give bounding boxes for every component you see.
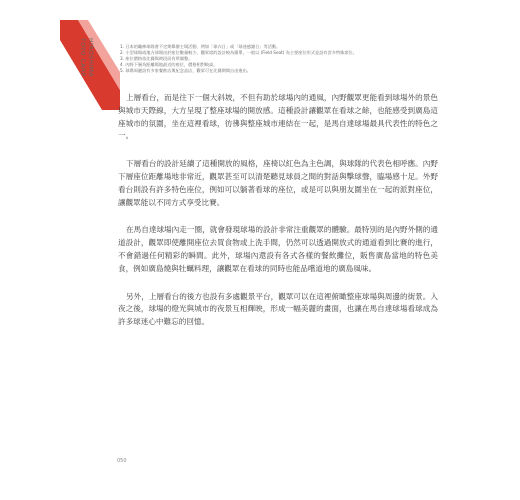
footnote-1: 1. 日本的職棒球隊會不定期舉辦主場活動、例如「球衣日」或「球迷感謝日」等活動。 bbox=[120, 44, 281, 49]
footnote-5: 5. 球場周邊設有多家餐飲店與紀念品店，觀眾可在比賽期間自由進出。 bbox=[120, 68, 251, 73]
footnote-2: 2. 小型球場或地方球場由於座位數量較少，觀眾席的設計較為簡單，一般以 (Field Seat) 為主要座位形式並設有許多特殊席位。 bbox=[120, 50, 357, 55]
side-title bbox=[78, 38, 94, 77]
paragraph: 下層看台的設計延續了這種開放的風格，座椅以紅色為主色調，與球隊的代表色相呼應。內野下層座位距離場地非常近，觀眾甚至可以清楚聽見球員之間的對話與擊球聲，臨場感十足。外野看台則設有許多特色座位，例如可以躺著看球的座位，或是可以與朋友圍坐在一起的派對座位，讓觀眾能以不同方式享受比賽。 bbox=[118, 159, 438, 207]
paragraph: 另外，上層看台的後方也設有多處觀景平台，觀眾可以在這裡俯瞰整座球場與周邊的街景。入夜之後，球場的燈光與城市的夜景互相輝映，形成一幅美麗的畫面，也讓在馬自達球場看球成為許多球迷心中難忘的回憶。 bbox=[118, 291, 438, 327]
paragraph: 上層看台，而是往下一個大斜坡，不但有助於球場內的通風，內野觀眾更能看到球場外的景色與城市天際線，大方呈現了整座球場的開放感。這種設計讓觀眾在看球之餘，也能感受到廣島這座城市的氛圍，坐在這裡看球，彷彿與整座城市連結在一起，是馬自達球場最具代表性的特色之一。 bbox=[118, 93, 438, 141]
paragraph: 在馬自達球場內走一圈，就會發現球場的設計非常注重觀眾的體驗。最特別的是內野外側的通道設計，觀眾即使離開座位去買食物或上洗手間，仍然可以透過開放式的通道看到比賽的進行，不會錯過任何精彩的瞬間。此外，球場內還設有各式各樣的餐飲攤位，販售廣島當地的特色美食，例如廣島燒與牡蠣料理，讓觀眾在看球的同時也能品嚐道地的廣島風味。 bbox=[118, 225, 438, 273]
footnote-3: 3. 座位價格依比賽與時段而有所調整。 bbox=[120, 56, 193, 61]
footnotes bbox=[120, 44, 470, 74]
side-title-line1: HIROSHIMA bbox=[87, 38, 94, 78]
side-title-line2: TOYO CARP bbox=[79, 38, 86, 77]
page-number: 050 bbox=[117, 458, 127, 464]
body-text bbox=[118, 92, 438, 344]
footnote-4: 4. 內野下層為距離場地最近的座位，價格相對較高。 bbox=[120, 62, 218, 67]
